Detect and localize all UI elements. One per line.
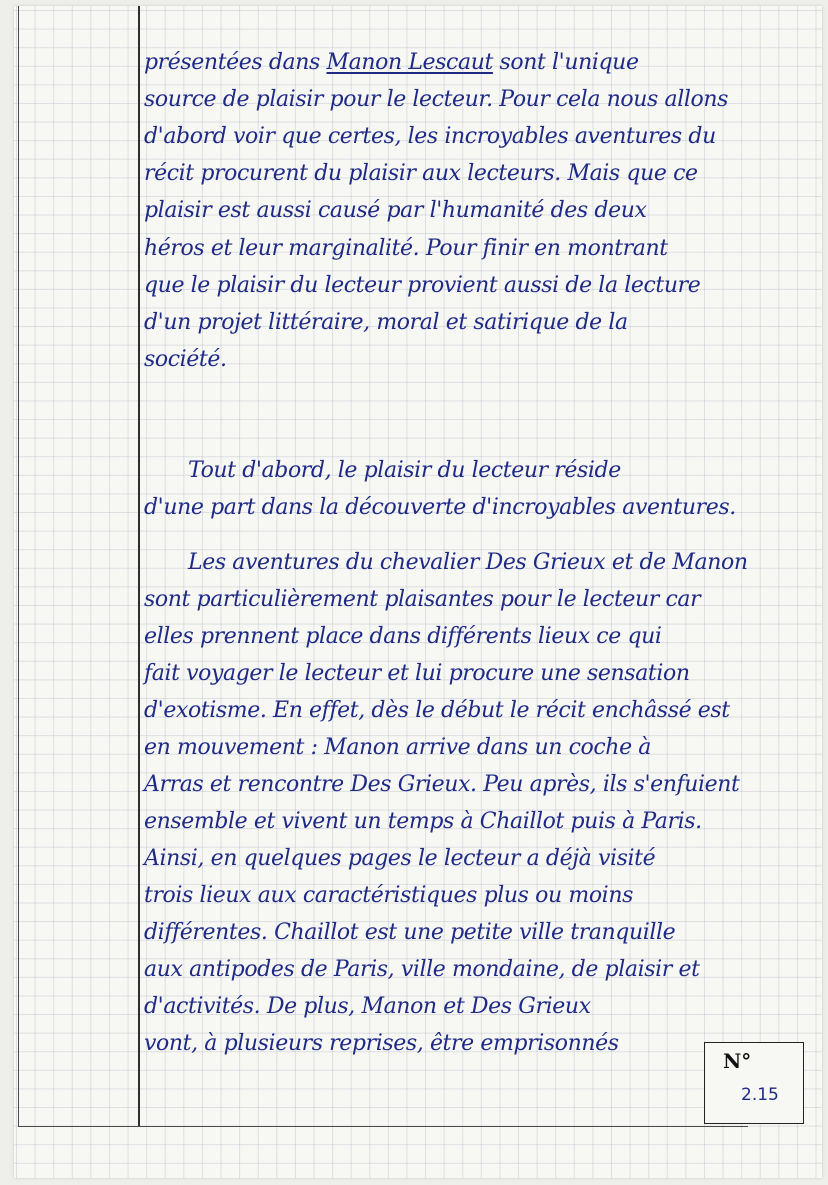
- text-line-4: récit procurent du plaisir aux lecteurs. Mais que ce: [144, 161, 698, 186]
- text-line-1: [144, 50, 639, 75]
- number-sign-label: N°: [723, 1049, 752, 1073]
- left-margin-line: [18, 6, 19, 1126]
- margin-rule: [138, 6, 140, 1126]
- text-line-18: Arras et rencontre Des Grieux. Peu après, ils s'enfuient: [144, 772, 740, 797]
- text-line-15: fait voyager le lecteur et lui procure une sensation: [144, 661, 690, 686]
- text-line-7: que le plaisir du lecteur provient aussi de la lecture: [144, 273, 701, 298]
- text-line-2: source de plaisir pour le lecteur. Pour cela nous allons: [144, 87, 728, 112]
- text-line-24: d'activités. De plus, Manon et Des Grieux: [144, 994, 591, 1019]
- text-line-16: d'exotisme. En effet, dès le début le récit enchâssé est: [144, 698, 730, 723]
- text-line-12: Les aventures du chevalier Des Grieux et de Manon: [188, 550, 748, 575]
- text-line-20: Ainsi, en quelques pages le lecteur a déjà visité: [144, 846, 656, 871]
- book-title: Manon Lescaut: [326, 50, 493, 75]
- text-segment: présentées dans: [144, 50, 327, 75]
- text-line-10: Tout d'abord, le plaisir du lecteur réside: [188, 458, 621, 483]
- text-line-11: d'une part dans la découverte d'incroyables aventures.: [144, 495, 736, 520]
- page-number-value: 2.15: [741, 1085, 779, 1105]
- text-line-8: d'un projet littéraire, moral et satirique de la: [144, 310, 628, 335]
- text-line-17: en mouvement : Manon arrive dans un coche à: [144, 735, 652, 760]
- paper-sheet: [14, 6, 822, 1178]
- text-segment: sont l'unique: [492, 50, 639, 75]
- page-number-box: [704, 1042, 804, 1124]
- text-line-22: différentes. Chaillot est une petite ville tranquille: [144, 920, 676, 945]
- text-line-25: vont, à plusieurs reprises, être emprisonnés: [144, 1031, 619, 1056]
- text-line-19: ensemble et vivent un temps à Chaillot puis à Paris.: [144, 809, 702, 834]
- text-line-6: héros et leur marginalité. Pour finir en montrant: [144, 236, 668, 261]
- text-line-9: société.: [144, 347, 227, 372]
- text-line-23: aux antipodes de Paris, ville mondaine, de plaisir et: [144, 957, 700, 982]
- text-line-14: elles prennent place dans différents lieux ce qui: [144, 624, 662, 649]
- text-line-13: sont particulièrement plaisantes pour le lecteur car: [144, 587, 701, 612]
- text-line-3: d'abord voir que certes, les incroyables aventures du: [144, 124, 716, 149]
- text-line-21: trois lieux aux caractéristiques plus ou moins: [144, 883, 633, 908]
- bottom-rule: [18, 1126, 748, 1127]
- text-line-5: plaisir est aussi causé par l'humanité des deux: [144, 198, 647, 223]
